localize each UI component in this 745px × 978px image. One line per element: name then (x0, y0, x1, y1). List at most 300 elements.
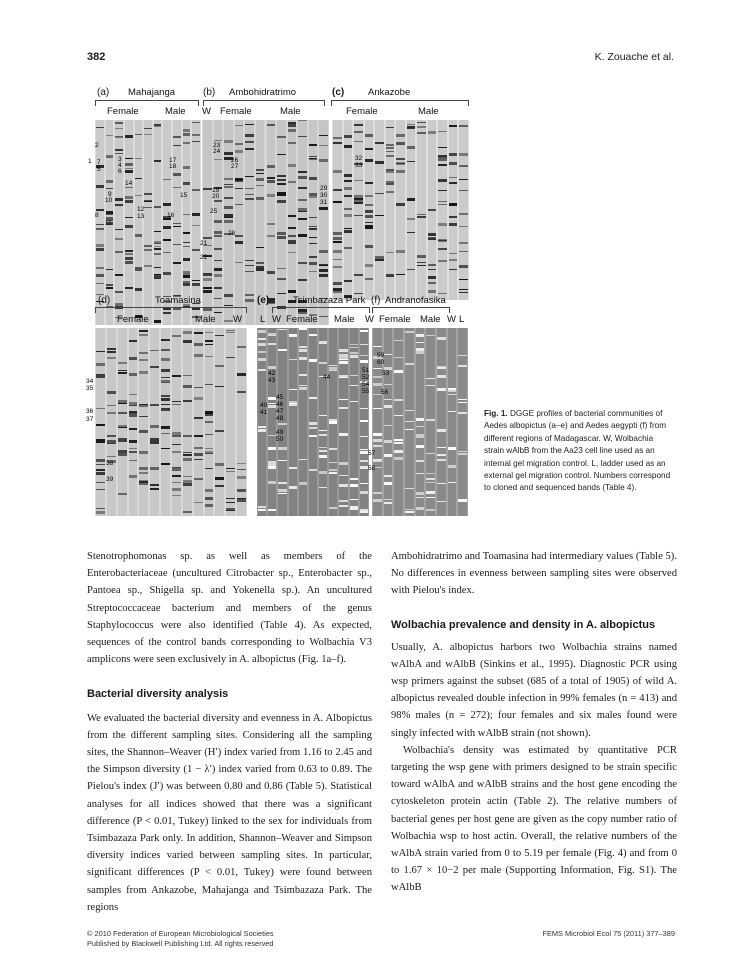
gel-band (214, 248, 223, 250)
gel-band (192, 122, 200, 123)
gel-band (333, 250, 342, 253)
gel-band (289, 336, 297, 337)
gel-band (288, 235, 297, 237)
gel-band (161, 395, 170, 397)
gel-band (129, 394, 138, 395)
gel-band (449, 125, 458, 127)
gel-band (329, 448, 337, 450)
gel-band (205, 340, 214, 342)
gel-band (115, 291, 123, 293)
gel-band (344, 180, 353, 182)
gel-band (172, 375, 181, 377)
gel-band (150, 488, 159, 490)
gel-band (154, 124, 162, 126)
gel-band (163, 179, 171, 180)
gel-band (386, 183, 395, 185)
panel-letter-f: (f) (371, 295, 381, 306)
gel-band (205, 504, 214, 507)
gel-band (386, 155, 395, 157)
gel-band (96, 283, 104, 284)
gel-band (161, 369, 170, 372)
gel-band (96, 351, 105, 352)
gel-band (125, 261, 133, 264)
gel-lane (258, 328, 266, 516)
gel-band (459, 242, 468, 244)
gel-band (459, 292, 468, 293)
gel-band (161, 463, 170, 465)
gel-band (426, 419, 435, 421)
gel-band (426, 478, 435, 480)
gel-lane (333, 120, 342, 300)
gel-band (459, 165, 468, 167)
gel-band (344, 187, 353, 190)
band-number: 51 (362, 367, 370, 374)
male-label-b: Male (280, 106, 301, 117)
gel-band (438, 223, 447, 226)
gel-band (449, 269, 458, 270)
gel-band (224, 220, 233, 223)
gel-band (267, 194, 276, 197)
gel-band (449, 153, 458, 156)
gel-band (416, 507, 425, 510)
gel-band (333, 266, 342, 268)
gel-band (386, 147, 395, 149)
gel-band (161, 409, 170, 411)
gel-band (118, 439, 127, 442)
gel-band (417, 132, 426, 134)
gel-band (107, 456, 116, 457)
caption-label: Fig. 1. (484, 409, 508, 418)
gel-band (214, 140, 223, 141)
gel-band (344, 230, 353, 233)
gel-band (396, 203, 405, 206)
gel-band (333, 201, 342, 203)
gel-band (354, 125, 363, 126)
female-label-b: Female (220, 106, 252, 117)
gel-band (183, 458, 192, 461)
gel-band (237, 463, 246, 464)
gel-band (96, 508, 105, 509)
gel-band (407, 218, 416, 220)
gel-band (396, 158, 405, 160)
paragraph: Stenotrophomonas sp. as well as members of the Enterobacteriaceae (uncultured Citrobacter sp., Enterobacter sp., Pantoea sp., Shigella sp. and Yokenella sp.). An uncultured Streptococcaceae bacterium and members of the genus Staphylococcus were also identified (Table 4). As expected, sequences of the control bands corresponding to Wolbachia V3 amplicons were seen exclusively in A. albopictus (Fig. 1a–f). (87, 551, 372, 666)
band-number: 55 (362, 388, 370, 395)
gel-band (235, 262, 244, 263)
gel-band (215, 430, 224, 432)
gel-band (96, 511, 105, 514)
band-number: 3 (118, 156, 122, 163)
gel-band (258, 426, 266, 428)
gel-band (407, 126, 416, 128)
gel-band (205, 451, 214, 453)
gel-lane (354, 120, 363, 300)
gel-lane (459, 120, 468, 300)
gel-band (183, 375, 192, 376)
gel-band (459, 179, 468, 180)
gel-band (339, 407, 347, 409)
gel-band (437, 429, 446, 432)
gel-band (203, 273, 212, 276)
gel-band (139, 359, 148, 361)
gel-lane (129, 328, 138, 516)
gel-band (107, 351, 116, 353)
gel-lane (344, 120, 353, 300)
gel-band (192, 225, 200, 226)
gel-band (449, 216, 458, 218)
gel-band (416, 418, 425, 421)
gel-band (278, 489, 286, 492)
gel-band (224, 140, 233, 143)
gel-band (144, 200, 152, 201)
gel-band (333, 237, 342, 240)
gel-band (183, 483, 192, 486)
gel-band (333, 142, 342, 144)
gel-band (438, 158, 447, 161)
gel-band (172, 482, 181, 483)
gel-band (394, 442, 403, 444)
gel-band (299, 459, 307, 460)
gel-band (319, 265, 328, 266)
gel-lane (437, 328, 446, 516)
gel-band (161, 358, 170, 361)
gel-band (224, 184, 233, 185)
gel-band (373, 433, 382, 436)
gel-band (172, 451, 181, 453)
gel-band (203, 278, 212, 281)
gel-band (394, 370, 403, 373)
gel-band (417, 255, 426, 258)
gel-band (183, 246, 191, 247)
gel-band (237, 346, 246, 348)
gel-band (344, 145, 353, 148)
gel-band (277, 236, 286, 239)
gel-band (360, 449, 368, 450)
gel-band (245, 124, 254, 125)
gel-band (144, 134, 152, 135)
gel-band (106, 135, 114, 136)
gel-band (150, 441, 159, 444)
gel-band (448, 411, 457, 412)
gel-band (416, 460, 425, 462)
gel-band (329, 365, 337, 366)
gel-band (416, 351, 425, 354)
band-number: 42 (268, 370, 276, 377)
gel-band (205, 453, 214, 454)
gel-band (407, 161, 416, 162)
gel-band (144, 249, 152, 251)
gel-band (407, 232, 416, 233)
gel-lane (426, 328, 435, 516)
gel-band (224, 152, 233, 155)
gel-lane (172, 328, 181, 516)
gel-band (375, 161, 384, 164)
band-number: 25 (210, 208, 218, 215)
gel-band (154, 206, 162, 208)
gel-e (257, 328, 369, 516)
gel-band (163, 239, 171, 241)
gel-band (96, 464, 105, 465)
gel-band (139, 451, 148, 454)
gel-band (319, 487, 327, 488)
gel-band (125, 257, 133, 260)
footer-journal: FEMS Microbiol Ecol 75 (2011) 377–389 (542, 929, 675, 938)
gel-band (183, 271, 191, 274)
gel-band (339, 505, 347, 507)
gel-band (267, 165, 276, 168)
gel-band (256, 169, 265, 171)
gel-band (396, 250, 405, 253)
gel-band (319, 269, 328, 272)
gel-band (129, 475, 138, 478)
gel-band (125, 168, 133, 169)
paragraph: We evaluated the bacterial diversity and evenness in A. Albopictus from the different sampling sites. Considering all the sampling sites, the Shannon–Weaver (H′) index varied from 1.16 to 2.45 and the Simpson diversity (1 − λ′) index varied from 0.63 to 0.89. The Pielou's index (J′) was between 0.80 and 0.86 (Table 5). Statistical analyses for all indices showed that there was a significant difference (P < 0.01, Tukey) linked to the sex for individuals from Tsimbazaza Park only. In addition, Shannon–Weaver and Simpson diversity indices varied between sampling sites. In particular, significant differences (P < 0.01, Tukey) were found between samples from Ankazobe, Mahajanga and Tsimbazaza Park. The regions (87, 712, 372, 913)
gel-lane (375, 120, 384, 300)
gel-lane (449, 120, 458, 300)
gel-band (144, 245, 152, 247)
gel-band (309, 397, 317, 399)
gel-band (394, 450, 403, 453)
gel-band (309, 334, 317, 336)
gel-band (360, 460, 368, 462)
gel-band (96, 424, 105, 426)
gel-band (194, 354, 203, 357)
gel-band (299, 346, 307, 348)
l-label-f: L (459, 314, 465, 325)
gel-band (384, 454, 393, 457)
band-number: 40 (260, 402, 268, 409)
gel-band (384, 475, 393, 477)
gel-band (438, 201, 447, 202)
gel-band (289, 359, 297, 360)
panel-letter-d: (d) (98, 295, 111, 306)
gel-band (125, 253, 133, 255)
gel-band (277, 175, 286, 177)
gel-band (344, 280, 353, 282)
gel-band (154, 276, 162, 279)
gel-band (256, 178, 265, 181)
gel-band (129, 357, 138, 360)
gel-band (235, 150, 244, 153)
gel-band (339, 484, 347, 487)
gel-band (438, 240, 447, 241)
gel-band (278, 349, 286, 351)
gel-band (173, 226, 181, 227)
gel-band (277, 179, 286, 181)
gel-band (333, 282, 342, 285)
gel-band (237, 476, 246, 479)
gel-band (319, 207, 328, 210)
gel-band (214, 200, 223, 202)
gel-band (203, 188, 212, 190)
gel-band (459, 153, 468, 156)
gel-band (407, 198, 416, 201)
gel-band (125, 187, 133, 188)
gel-band (172, 488, 181, 491)
gel-band (106, 180, 114, 183)
gel-band (333, 137, 342, 139)
gel-band (194, 435, 203, 437)
gel-band (360, 360, 368, 363)
gel-band (339, 462, 347, 465)
gel-band (96, 185, 104, 188)
gel-band (215, 365, 224, 367)
gel-band (161, 349, 170, 351)
band-number: 16 (167, 212, 175, 219)
panel-site-e: Tsimbazaza Park (293, 295, 366, 306)
gel-band (267, 177, 276, 179)
band-number: 49 (276, 429, 284, 436)
gel-band (183, 400, 192, 402)
gel-band (106, 284, 114, 286)
gel-band (417, 214, 426, 215)
gel-band (426, 385, 435, 386)
gel-lane (350, 328, 358, 516)
gel-band (125, 135, 133, 138)
gel-band (125, 250, 133, 252)
gel-band (154, 160, 162, 162)
gel-band (277, 192, 286, 195)
gel-band (115, 153, 123, 154)
female-label-a: Female (107, 106, 139, 117)
gel-band (245, 141, 254, 143)
gel-band (448, 465, 457, 468)
panel-site-b: Ambohidratrimo (229, 87, 297, 98)
gel-band (394, 415, 403, 416)
gel-band (268, 509, 276, 511)
gel-band (329, 421, 337, 424)
gel-lane (365, 120, 374, 300)
gel-band (107, 357, 116, 359)
gel-band (96, 472, 105, 475)
gel-band (426, 509, 435, 511)
gel-lane (139, 328, 148, 516)
gel-band (154, 248, 162, 250)
gel-band (183, 511, 192, 513)
gel-band (319, 447, 327, 448)
band-number: 50 (276, 436, 284, 443)
gel-band (386, 252, 395, 253)
gel-band (298, 176, 307, 179)
band-number: 56 (381, 389, 389, 396)
gel-band (237, 489, 246, 492)
band-number: 27 (231, 163, 239, 170)
gel-band (173, 145, 181, 146)
gel-band (428, 276, 437, 279)
gel-band (277, 268, 286, 269)
left-column (87, 548, 372, 916)
gel-band (373, 383, 382, 386)
gel-band (288, 124, 297, 127)
band-number: 13 (137, 213, 145, 220)
gel-band (405, 421, 414, 422)
gel-band (344, 228, 353, 229)
band-number: 11 (105, 220, 112, 227)
panel-letter-e: (e) (257, 295, 270, 306)
gel-band (448, 394, 457, 395)
gel-band (194, 478, 203, 480)
page-number: 382 (87, 51, 106, 63)
gel-band (278, 493, 286, 494)
gel-band (319, 450, 327, 452)
band-number: 41 (260, 409, 268, 416)
gel-band (96, 439, 105, 441)
gel-band (329, 472, 337, 474)
gel-band (226, 508, 235, 510)
gel-band (449, 182, 458, 184)
gel-band (154, 320, 162, 323)
gel-band (448, 388, 457, 390)
gel-band (129, 451, 138, 453)
gel-band (154, 243, 162, 244)
gel-band (237, 499, 246, 502)
gel-band (375, 142, 384, 144)
band-number: 24 (213, 148, 221, 155)
gel-band (258, 429, 266, 432)
w-label-e2: W (365, 314, 374, 325)
gel-band (139, 405, 148, 407)
gel-band (384, 425, 393, 426)
gel-band (405, 511, 414, 513)
gel-band (298, 136, 307, 137)
gel-band (226, 471, 235, 472)
gel-band (319, 434, 327, 436)
gel-band (256, 185, 265, 186)
gel-band (289, 405, 297, 406)
gel-band (205, 356, 214, 357)
gel-d (95, 328, 247, 516)
band-number: 23 (213, 142, 221, 149)
gel-band (309, 271, 318, 272)
gel-band (277, 183, 286, 185)
gel-band (258, 351, 266, 353)
gel-band (115, 137, 123, 138)
gel-lane (278, 328, 286, 516)
gel-band (365, 264, 374, 267)
gel-band (183, 258, 191, 261)
paragraph: Ambohidratrimo and Toamasina had intermediary values (Table 5). No differences in evenness between sampling sites were observed with Pielou's index. (391, 551, 677, 597)
gel-band (237, 498, 246, 499)
gel-lane (183, 328, 192, 516)
gel-band (350, 355, 358, 358)
gel-band (277, 136, 286, 138)
panel-letter-a: (a) (97, 87, 110, 98)
gel-band (350, 507, 358, 510)
gel-band (256, 198, 265, 200)
gel-band (396, 163, 405, 164)
gel-band (386, 144, 395, 146)
gel-lane (289, 328, 297, 516)
gel-band (256, 247, 265, 248)
band-number: 39 (106, 476, 114, 483)
gel-band (172, 335, 181, 337)
gel-band (245, 299, 254, 302)
gel-band (129, 405, 138, 406)
gel-band (438, 260, 447, 262)
gel-band (437, 483, 446, 484)
gel-lane (458, 328, 467, 516)
gel-band (144, 193, 152, 195)
gel-band (163, 252, 171, 253)
gel-band (129, 414, 138, 417)
gel-band (192, 249, 200, 251)
gel-band (350, 352, 358, 354)
gel-lane (277, 120, 286, 325)
gel-band (163, 203, 171, 206)
gel-band (226, 330, 235, 331)
gel-band (438, 248, 447, 250)
gel-band (309, 144, 318, 146)
male-label-e: Male (334, 314, 355, 325)
